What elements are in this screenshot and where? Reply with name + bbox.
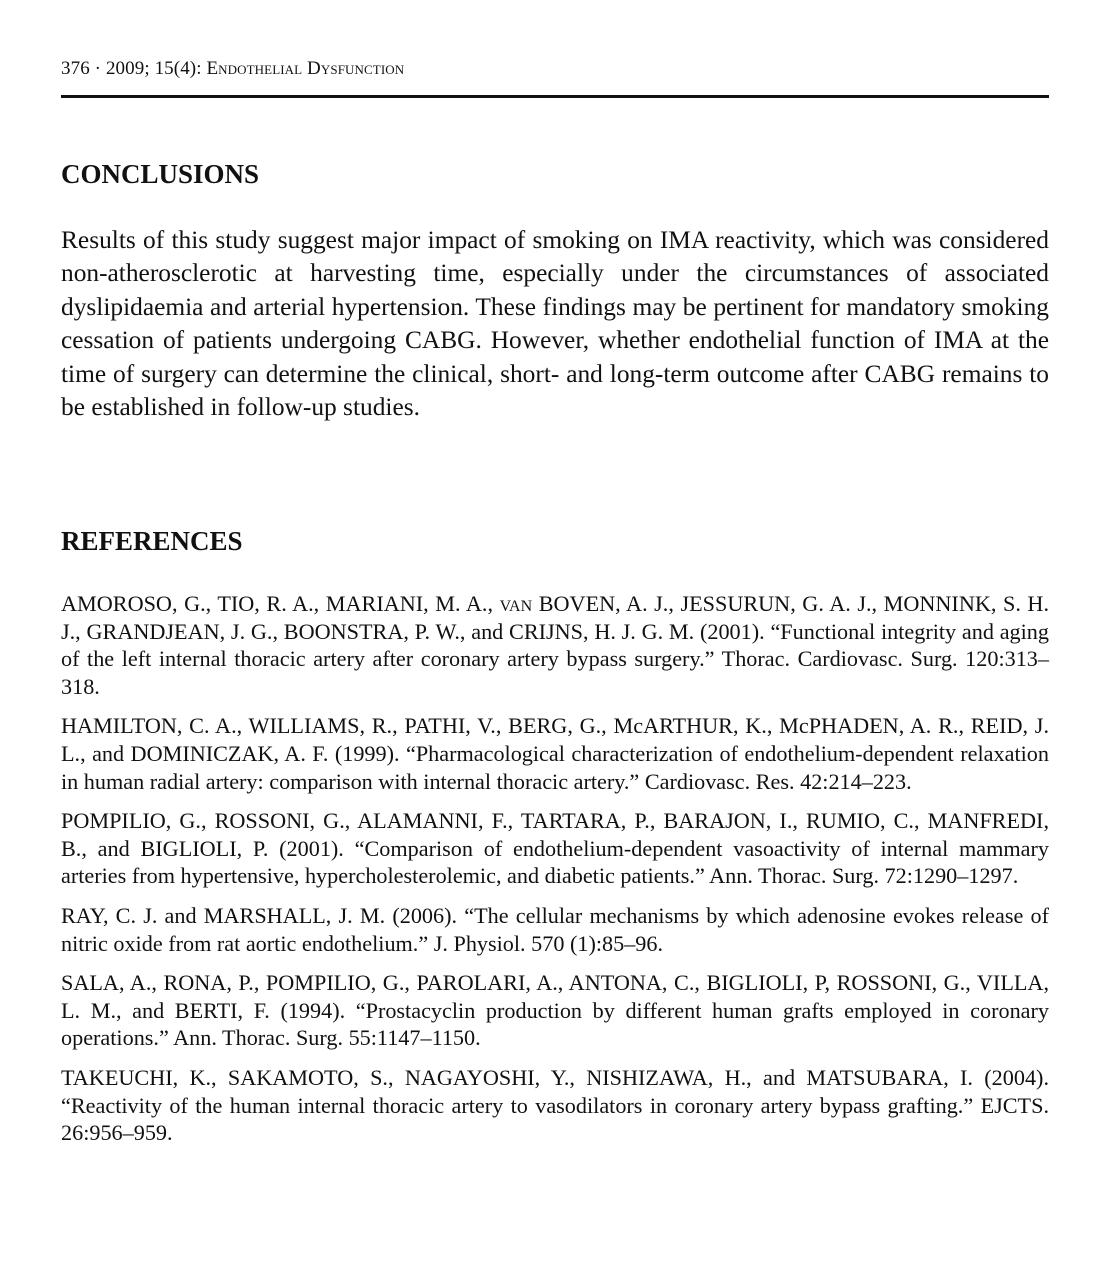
page [61, 58, 1049, 1146]
reference-item: POMPILIO, G., ROSSONI, G., ALAMANNI, F., TARTARA, P., BARAJON, I., RUMIO, C., MANFREDI, B., and BIGLIOLI, P. (2001). “Comparison of endothelium-dependent vasoactivity of internal mammary arteries from hypertensive, hypercholesterolemic, and diabetic patients.” Ann. Thorac. Surg. 72:1290–1297. [61, 808, 1049, 889]
reference-name-particle: van [499, 591, 533, 616]
reference-item: RAY, C. J. and MARSHALL, J. M. (2006). “The cellular mechanisms by which adenosine evokes release of nitric oxide from rat aortic endothelium.” J. Physiol. 570 (1):85–96. [61, 902, 1049, 956]
reference-item [61, 590, 1049, 700]
reference-list [61, 590, 1049, 1159]
reference-authors-part: AMOROSO, G., TIO, R. A., MARIANI, M. A., [61, 591, 500, 616]
reference-item: HAMILTON, C. A., WILLIAMS, R., PATHI, V., BERG, G., McARTHUR, K., McPHADEN, A. R., REID, J. L., and DOMINICZAK, A. F. (1999). “Pharmacological characterization of endothelium-dependent relaxation in human radial artery: comparison with internal thoracic artery.” Cardiovasc. Res. 42:214–223. [61, 713, 1049, 794]
running-head-title: Endothelial Dysfunction [206, 58, 405, 79]
running-head [61, 58, 1049, 88]
running-head-separator: · [89, 58, 106, 79]
header-rule [61, 95, 1049, 98]
conclusions-heading: CONCLUSIONS [61, 159, 260, 189]
reference-remainder: BOVEN, A. J., JESSURUN, G. A. J., MONNINK, S. H. J., GRANDJEAN, J. G., BOONSTRA, P. W., and CRIJNS, H. J. G. M. (2001). “Functional integrity and aging of the left internal thoracic artery after coronary artery bypass surgery.” Thorac. Cardiovasc. Surg. 120:313–318. [61, 591, 1049, 699]
reference-item: SALA, A., RONA, P., POMPILIO, G., PAROLARI, A., ANTONA, C., BIGLIOLI, P, ROSSONI, G., VILLA, L. M., and BERTI, F. (1994). “Prostacyclin production by different human grafts employed in coronary operations.” Ann. Thorac. Surg. 55:1147–1150. [61, 970, 1049, 1051]
page-number: 376 [61, 58, 90, 79]
reference-item: TAKEUCHI, K., SAKAMOTO, S., NAGAYOSHI, Y., NISHIZAWA, H., and MATSUBARA, I. (2004). “Reactivity of the human internal thoracic artery to vasodilators in coronary artery bypass grafting.” EJCTS. 26:956–959. [61, 1064, 1049, 1146]
conclusions-paragraph: Results of this study suggest major impact of smoking on IMA reactivity, which was considered non-atherosclerotic at harvesting time, especially under the circumstances of associated dyslipidaemia and arterial hypertension. These findings may be pertinent for mandatory smoking cessation of patients undergoing CABG. However, whether endothelial function of IMA at the time of surgery can determine the clinical, short- and long-term outcome after CABG remains to be established in follow-up studies. [61, 226, 1049, 422]
journal-citation: 2009; 15(4): [105, 58, 207, 79]
references-heading: REFERENCES [61, 526, 243, 556]
